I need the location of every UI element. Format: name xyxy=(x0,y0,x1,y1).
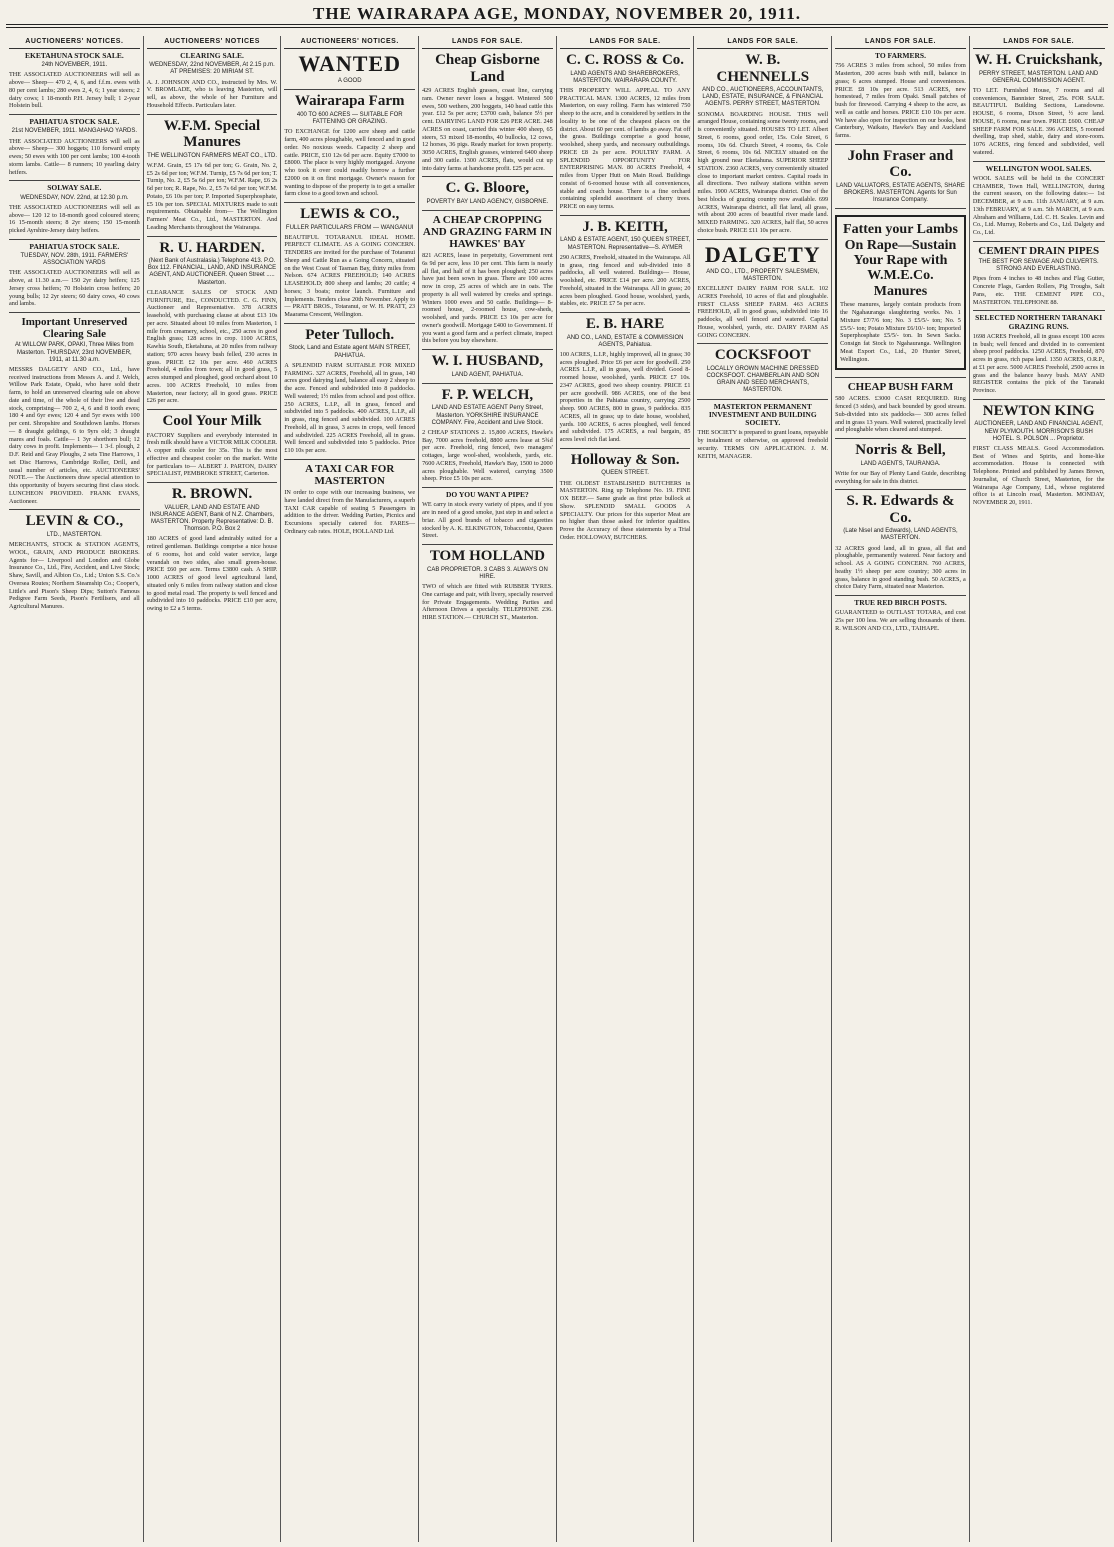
advertisement xyxy=(284,203,415,324)
ad-title: EKETAHUNA STOCK SALE. xyxy=(24,51,124,60)
column-header: LANDS FOR SALE. xyxy=(835,36,966,49)
ad-body: W.F.M. Grain, £5 17s 6d per ton; G. Grain, No. 2, £5 2s 6d per ton; W.F.M. Turnip, £5 7s 6d per ton; T. Turnip, No. 2, £5 5s 6d per ton; W.F.M. Rape, £6 2s 6d per ton; R. Rape, No. 2, £5 7s 6d per ton; W.F.M. Potato, £6 10s per ton; P. Imported Superphosphate, £5 10s per ton. SPECIAL MIXTURES made to suit requirements. Obtainable from— The Wellington Farmers' Meat Co., Ltd., MASTERTON. And Leading Merchants throughout the Wairarapa. xyxy=(146,161,278,231)
ad-subtitle: QUEEN STREET. xyxy=(601,470,649,477)
ad-subtitle: THE BEST FOR SEWAGE AND CULVERTS. STRONG AND EVERLASTING. xyxy=(978,258,1099,273)
advertisement xyxy=(835,49,966,145)
column-header: LANDS FOR SALE. xyxy=(422,36,553,49)
ad-title: F. P. WELCH, xyxy=(441,386,534,403)
ad-title: TOM HOLLAND xyxy=(429,548,545,565)
columns xyxy=(6,36,1108,1542)
ad-body: GUARANTEED to OUTLAST TOTARA, and cost 25s per 100 less. We are selling thousands of them. R. WILSON AND CO., LTD., TAIHAPE. xyxy=(835,609,966,632)
ad-subtitle: WEDNESDAY, 22nd NOVEMBER, At 2.15 p.m. AT PREMISES: 20 MIRIAM ST. xyxy=(149,62,275,76)
column-header: LANDS FOR SALE. xyxy=(697,36,828,49)
ad-subtitle: PERRY STREET, MASTERTON. LAND AND GENERAL COMMISSION AGENT. xyxy=(979,70,1099,84)
ad-title: C. C. ROSS & Co. xyxy=(566,52,685,68)
ad-title: CEMENT DRAIN PIPES xyxy=(978,244,1100,257)
ad-body: SONOMA BOARDING HOUSE. THIS well arranged House, containing some twenty rooms, and is conveniently situated. HOUSES TO LET. Albert Street, 6 rooms, good order, 15s. Cole Street, 6 rooms, 10s 6d. Church Street, 4 rooms, 6s. Cole Street, 6 rooms, 10s 6d. NICELY situated on the high ground near Eketahuna. SUPERIOR SHEEP STATION. 2360 ACRES, very conveniently situated close to important market centres. Capital roads in all directions. Two railway stations within seven miles. 1900 ACRES, Wairarapa district. One of the best blocks of grazing country now available. 699 ACRES, Wairarapa district, all flat land, all grass, with about 200 acres of beautiful river made land. MIXED FARMING. 320 ACRES, half flat, 50 acres choice bush. PRICE £11 10s per acre. xyxy=(697,110,829,234)
ad-subtitle: 400 TO 600 ACRES — SUITABLE FOR FATTENING OR GRAZING. xyxy=(296,111,403,126)
ad-title: DO YOU WANT A PIPE? xyxy=(446,490,529,500)
column-6 xyxy=(694,36,832,1542)
ad-body: 2 CHEAP STATIONS 2. 15,800 ACRES, Hawke's Bay, 7000 acres freehold, 8800 acres lease at 5¾d per acre. Freehold, ring fenced, two managers' cottages, large wool-shed, woolsheds, yards, etc. 7600 ACRES, Freehold, Hawke's Bay, 1500 to 2000 acres ploughable. Well watered, carrying 3500 sheep. Price £5 10s per acre. xyxy=(422,428,553,483)
ad-title: LEVIN & CO., xyxy=(25,513,124,530)
ad-subtitle: AUCTIONEER, LAND AND FINANCIAL AGENT, NEW PLYMOUTH. MORRISON'S BUSH HOTEL. S. POLSON ... Proprietor. xyxy=(974,421,1103,442)
advertisement xyxy=(697,344,828,399)
ad-body: THIS PROPERTY WILL APPEAL TO ANY PRACTICAL MAN. 1300 ACRES, 12 miles from Masterton, on easy rolling. Farm has wintered 750 sheep to the acre, and is considered by settlers in the locality to be one of the cheapest places on the district. About 60 per cent. of lambs go away. Fat off the grass. Buildings comprise a good house, woolshed, sheep yards, and necessary outbuildings. PRICE £8 2s per acre. POULTRY FARM. A SPLENDID OPPORTUNITY FOR ENTERPRISING MAN. 80 ACRES Freehold, 4 miles from Upper Hutt on Main Road. Buildings consist of 6-roomed house with all conveniences, stable and coach house. There is a fine orchard containing splendid assortment of cherry trees. PRICE on easy terms. xyxy=(559,86,691,211)
ad-title: PAHIATUA STOCK SALE. xyxy=(29,241,120,251)
ad-body: CLEARANCE SALES OF STOCK AND FURNITURE, Etc., CONDUCTED. C. G. FINN, Auctioneer and Representative. 378 ACRES leasehold, with purchasing clause at about £13 10s per acre. Situated about 10 miles from Masterton, 1 mile from creamery, school, etc., 250 acres in good English grass; 128 acres in crop. 1100 ACRES, Kawhia South, Eketahuna, at 20 miles from railway station; 970 acres heavy bush felled, 230 acres in grass. PRICE £2 10s per acre. 460 ACRES Freehold, 4 miles from town; all in good grass, 5 acres stumped and ploughed, good orchard about 10 acres. 100 ACRES Freehold, 10 miles from Masterton, near factory; all in good grass. PRICE £26 per acre. xyxy=(146,288,278,405)
advertisement xyxy=(835,490,966,596)
advertisement xyxy=(835,378,966,439)
advertisement xyxy=(422,488,553,545)
column-header: AUCTIONEERS' NOTICES xyxy=(147,36,278,49)
ad-body: 180 ACRES of good land admirably suited for a retired gentleman. Buildings comprise a nice house of 6 rooms, hot and cold water service, large verandah on two sides, also small green-house. PRICE £60 per acre. Terms £3800 cash. A SHIP. 1000 ACRES of good level agricultural land, situated only 6 miles from railway station and close to good metal road. The property is well fenced and subdivided into 10 paddocks. PRICE £10 per acre, owing to £2 a 5 terms. xyxy=(146,535,278,613)
ad-subtitle: LOCALLY GROWN MACHINE DRESSED COCKSFOOT. CHAMBERLAIN AND SON GRAIN AND SEED MERCHANTS, MASTERTON. xyxy=(706,365,820,394)
column-2 xyxy=(144,36,282,1542)
ad-title: LEWIS & CO., xyxy=(300,206,400,222)
ad-body: 100 ACRES, L.I.P., highly improved, all in grass; 30 acres ploughed. Price £6 per acre for goodwill. 250 ACRES L.I.P., all in grass, well divided. Good 8-roomed house, woolshed, yards. PRICE £7 10s. 2347 ACRES, good two sheep country. PRICE £1 per acre goodwill. 986 ACRES, one of the best properties in the Pahiatua country, carrying 2500 sheep. 900 ACRES, 800 in grass, 9 paddocks. 835 ACRES, all in grass; up to date house, woolshed, yards. 100 ACRES, 6 acres ploughed, well fenced and subdivided. 175 ACRES, a real bargain, 85 acres level rich flat land. xyxy=(559,350,691,444)
ad-body: A SPLENDID FARM SUITABLE FOR MIXED FARMING. 327 ACRES, Freehold, all in grass, 140 acres good dairying land, balance all easy 2 sheep to the acre. Fenced and subdivided into 8 paddocks. Well watered; 1½ miles from school and post office. 250 ACRES, L.I.P., all in grass, fenced and subdivided into 5 paddocks. 400 ACRES, L.I.P., all in grass, ring fenced and subdivided. 100 ACRES Freehold, all in grass, 3 acres in crops, well fenced and subdivided. 225 ACRES Freehold, all in grass. Well fenced and subdivided into 5 paddocks. Price £10 10s per acre. xyxy=(284,361,416,455)
ad-body: WE carry in stock every variety of pipes, and if you are in need of a good smoke, just step in and select a briar. All good brands of tobacco and cigarettes stocked by A. K. ELKINGTON, Tobacconist, Queen Street. xyxy=(422,501,553,540)
ad-title: SOLWAY SALE. xyxy=(47,183,102,193)
ad-body: 756 ACRES 3 miles from school, 50 miles from Masterton, 200 acres bush with mill, balance in grass; 6 acres stumped. House and conveniences. PRICE £8 10s per acre. 513 ACRES, new homestead, 7 miles from Opaki. Small patches of bush for firewood. Carrying 4 sheep to the acre, as well as cattle and horses. PRICE £10 10s per acre. We have also open for inspection on our books, best Canterbury, Waikato, Hawke's Bay and Auckland farms. xyxy=(835,62,966,139)
ad-subtitle: (Late Nisel and Edwards), LAND AGENTS, MASTERTON. xyxy=(843,528,958,542)
advertisement xyxy=(147,410,278,483)
advertisement xyxy=(560,49,691,216)
ad-body: THE ASSOCIATED AUCTIONEERS will sell as above— Sheep— 300 hoggets; 110 forward empty ewes; 50 ewes with 100 per cent lambs; 100 4-tooth storm lambs. Cattle— 8 runners; 10 yearling dairy heifers. xyxy=(9,137,140,176)
ad-title: Cool Your Milk xyxy=(162,413,262,430)
advertisement xyxy=(422,177,553,211)
ad-body: BEAUTIFUL TOTARANUI. IDEAL HOME. PERFECT CLIMATE. AS A GOING CONCERN. TENDERS are invited for the purchase of Totaranui Sheep and Cattle Run as a Going Concern, situated on the West Coast of Tasman Bay, thirty miles from Nelson. 674 ACRES FREEHOLD; 140 ACRES LEASEHOLD; 800 sheep and lambs; 20 cattle; 4 horses; 3 boats; motor launch. Furniture and Implements. Tenders close 20th November. Apply to— PRATT BROS., Totaranui, or W. H. PRATT, 23 Maarama Crescent, Wellington. xyxy=(284,233,416,319)
ad-title: W.F.M. Special Manures xyxy=(163,117,261,151)
ad-title: Holloway & Son. xyxy=(570,451,680,468)
ad-body: These manures, largely contain products from the Ngahauranga slaughtering works. No. 1 Mixture £7/7/6 ton; No. 3 £5/5/- ton; No. 5 £5/5/- ton; Potato Mixture £6/10/- ton; Imported Superphosphate £5/5/- ton. In Sewn Sacks. Consign fat Stock to Ngahauranga. Wellington Meat Export Co., Ltd., 20 Hunter Street, Wellington. xyxy=(840,301,961,363)
column-5 xyxy=(557,36,695,1542)
ad-title: Wairarapa Farm xyxy=(294,93,405,110)
ad-subtitle: AND CO., AUCTIONEERS, ACCOUNTANTS, LAND, ESTATE, INSURANCE, & FINANCIAL AGENTS. PERRY STREET, MASTERTON. xyxy=(702,87,824,108)
ad-body: MERCHANTS, STOCK & STATION AGENTS, WOOL, GRAIN, AND PRODUCE BROKERS. Agents for— Liverpool and London and Globe Insurance Co., Ltd., Fire, Accident, and Live Stock; Shaw, Savill, and Albion Co., Ltd.; Union S.S. Co.'s Oversea Routes; Northern Steamship Co.; Cooper's, Little's and Pison's Sheep Dips; Sutton's Famous Pedigree Farm Seeds, Pison's Fertilisers, and all Agricultural Manures. xyxy=(9,541,140,611)
ad-subtitle: POVERTY BAY LAND AGENCY, GISBORNE. xyxy=(426,198,549,205)
ad-title: MASTERTON PERMANENT INVESTMENT AND BUILDING SOCIETY. xyxy=(708,401,817,428)
ad-title: W. B. CHENNELLS xyxy=(716,52,810,85)
ad-title: W. H. Cruickshank, xyxy=(974,52,1103,68)
ad-body: A. J. JOHNSON AND CO., instructed by Mrs. W. V. BROMLADE, who is leaving Masterton, will sell, as above, the whole of her Furniture and Household Effects. Particulars later. xyxy=(146,78,278,109)
advertisement xyxy=(560,216,691,313)
ad-title: R. BROWN. xyxy=(171,486,253,503)
ad-title: W. I. HUSBAND, xyxy=(431,353,544,370)
advertisement xyxy=(284,460,415,540)
ad-title: A CHEAP CROPPING AND GRAZING FARM IN HAWKES' BAY xyxy=(422,213,552,251)
ad-subtitle: LAND AGENTS, TAURANGA. xyxy=(860,460,941,467)
ad-body: Write for our Bay of Plenty Land Guide, describing everything for sale in this district. xyxy=(835,469,966,485)
ad-title: WANTED xyxy=(298,51,401,76)
advertisement xyxy=(422,384,553,488)
ad-body: THE ASSOCIATED AUCTIONEERS will sell as above, at 11.30 a.m.— 150 2yr dairy heifers; 125 Jersey cross heifers; 70 Holstein cross heifers; 20 young bulls; 12 2yr steers; 60 dairy cows, 40 cows and lambs. xyxy=(9,269,140,308)
advertisement xyxy=(835,439,966,490)
ad-subtitle: A GOOD xyxy=(337,78,362,85)
ad-subtitle: LAND AGENTS AND SHAREBROKERS, MASTERTON. WAIRARAPA COUNTY. xyxy=(570,70,680,84)
masthead-rule-2 xyxy=(6,27,1108,28)
boxed-advertisement xyxy=(835,215,966,370)
ad-body: THE SOCIETY is prepared to grant loans, repayable by instalment or otherwise, on approved freehold security. TERMS ON APPLICATION. J. M. KEITH, MANAGER. xyxy=(697,429,829,460)
advertisement xyxy=(973,400,1105,511)
advertisement xyxy=(9,115,140,181)
column-1 xyxy=(6,36,144,1542)
advertisement xyxy=(973,49,1105,162)
ad-title: R. U. HARDEN. xyxy=(159,239,265,256)
advertisement xyxy=(560,313,691,449)
ad-body: MESSRS DALGETY AND CO., Ltd., have received instructions from Messrs A. and J. Welch, Willow Park Estate, Opaki, who have sold their farm, to hold an unreserved clearing sale on above date and time, of the whole of their live and dead stock, comprising— 700 2, 4, 6 and 8 tooth ewes; 180 4 and 6yr ewes; 120 4 and 5yr ewes with 100 per cent. Shropshire and Southdown lambs. Horses— 8 draught geldings, 6 to 9yrs old; 3 draught mares and foals. Cattle— 1 3yr shorthorn bull; 12 dairy cows in profit. Implements— 1 3-f. plough, 2 D.F. Reid and Gray Ploughs, 2 sets Tine Harrows, 1 set Disc Harrows, Cambridge Roller, Drill, and usual number of articles, etc. AUCTIONEERS' NOTE.— The Auctioneers draw special attention to this opportunity of buyers securing first class stock. LUNCHEON PROVIDED. FRANK EVANS, Auctioneer. xyxy=(9,365,140,505)
advertisement xyxy=(147,115,278,237)
column-header: AUCTIONEERS' NOTICES. xyxy=(9,36,140,49)
advertisement xyxy=(9,510,140,614)
advertisement xyxy=(973,311,1105,400)
column-7 xyxy=(832,36,970,1542)
ad-title: TRUE RED BIRCH POSTS. xyxy=(854,598,947,608)
column-3 xyxy=(281,36,419,1542)
ad-subtitle: LAND AND ESTATE AGENT Perry Street, Masterton. YORKSHIRE INSURANCE COMPANY. Fire, Accident and Live Stock. xyxy=(431,405,544,426)
ad-body: THE ASSOCIATED AUCTIONEERS will sell as above— 120 12 to 18-month good coloured steers; 16 15-month steers; 8 2yr steers; 150 15-month picked Ayrshire-Jersey dairy heifers. xyxy=(9,203,140,235)
advertisement xyxy=(697,49,828,240)
advertisement xyxy=(422,211,553,350)
ad-title: CLEARING SALE. xyxy=(180,51,244,60)
column-header: LANDS FOR SALE. xyxy=(560,36,691,49)
ad-subtitle: THE WELLINGTON FARMERS MEAT CO., LTD. xyxy=(147,152,277,159)
column-header: AUCTIONEERS' NOTICES. xyxy=(284,36,415,49)
ad-subtitle: At WILLOW PARK, OPAKI, Three Miles from Masterton. THURSDAY, 23rd NOVEMBER, 1911, at 11.30 a.m. xyxy=(14,342,134,363)
column-8 xyxy=(970,36,1108,1542)
advertisement xyxy=(9,181,140,239)
ad-body: 580 ACRES. £3000 CASH REQUIRED. Ring fenced (3 sides), and back bounded by good stream. Sub-divided into six paddocks— 300 acres felled and in grass 13 years. Well watered, practically level and ploughable when cleared and stumped. xyxy=(835,395,966,434)
ad-subtitle: FULLER PARTICULARS FROM — WANGANUI xyxy=(285,224,414,231)
advertisement xyxy=(973,242,1105,311)
ad-subtitle: CAB PROPRIETOR. 3 CABS 3. ALWAYS ON HIRE. xyxy=(427,566,548,580)
ad-subtitle: WEDNESDAY, NOV. 22nd, at 12.30 p.m. xyxy=(20,194,129,201)
ad-subtitle: AND CO., LAND, ESTATE & COMMISSION AGENTS, Pahiatua. xyxy=(566,334,684,348)
ad-title: Peter Tulloch. xyxy=(305,326,395,343)
advertisement xyxy=(835,209,966,378)
ad-title: Fatten your Lambs On Rape—Sustain Your Rape with W.M.E.Co. Manures xyxy=(843,222,958,299)
ad-body: 429 ACRES English grasses, coast line, carrying ram. Owner never loses a hogget. Wintered 500 ewes, 500 wethers, 200 hoggets, 140 head cattle this year. £12 5s per acre; £3700 cash, balance 5½ per cent. DAIRYING LAND FOR £26 PER ACRE. 248 ACRES on coast, carried this winter 400 sheep, 65 steers, 53 mixed 18-months, 40 bullocks, 12 cows, 12 horses, 36 pigs. Ready market for town property. 3050 ACRES, English grasses, wintered 6400 sheep and 300 cattle. 1300 ACRES, flats, would cut up into dairy farms at handsome profit. £25 per acre. xyxy=(422,87,553,172)
ad-body: FACTORY Suppliers and everybody interested in fresh milk should have a VICTOR MILK COOLER. A copper milk cooler for 35s. This is the most effective and cheapest cooler on the market. Write for particulars to— ALBERT J. PARTON, DAIRY SPECIALIST, PEMBROKE STREET, Carterton. xyxy=(146,431,278,478)
advertisement xyxy=(9,240,140,313)
ad-title: Important Unreserved Clearing Sale xyxy=(21,316,128,341)
ad-body: 821 ACRES, lease in perpetuity, Government rent 6s 9d per acre, less 10 per cent. This farm is nearly all flat, and half of it has been ploughed; 250 acres have just been sown in grass. There are 100 acres now in crop, 25 acres of which are in oats. The property is all well watered by creeks and springs. Winters 1000 ewes and 50 cattle. Buildings— 8-roomed house, 2-roomed house, cow-sheds, woolshed, and yards. PRICE £3 10s per acre for owner's goodwill. Mortgage £400 to Government. If you want a good farm and a perfect climate, inspect this before you buy elsewhere. xyxy=(422,252,553,345)
advertisement xyxy=(9,313,140,510)
advertisement xyxy=(835,596,966,637)
ad-title: C. G. Bloore, xyxy=(445,180,530,197)
ad-title: NEWTON KING xyxy=(982,402,1095,419)
advertisement xyxy=(422,545,553,626)
ad-subtitle: AND CO., LTD., PROPERTY SALESMEN, MASTERTON. xyxy=(706,268,820,282)
ad-title: SELECTED NORTHERN TARANAKI GRAZING RUNS. xyxy=(975,313,1103,331)
ad-title: J. B. KEITH, xyxy=(582,218,668,235)
ad-subtitle: Stock, Land and Estate agent MAIN STREET, PAHIATUA. xyxy=(288,345,411,359)
advertisement xyxy=(284,90,415,203)
ad-body: TO LET. Furnished House, 7 rooms and all conveniences, Bannister Street, 25s. FOR SALE. BEAUTIFUL Building Sections, Lansdowne. HOUSE, 6 rooms, Dixon Street, ½ acre land. HOUSE, 6 rooms, near town. PRICE £600. CHEAP SHEEP FARM FOR SALE. 396 ACRES, 5 roomed dwelling, trap shed, stable, dairy and store-room. 1076 ACRES, ring fenced and subdivided, well watered. xyxy=(972,86,1105,156)
ad-title: WELLINGTON WOOL SALES. xyxy=(985,163,1092,173)
advertisement xyxy=(284,324,415,460)
ad-body: EXCELLENT DAIRY FARM FOR SALE. 102 ACRES Freehold, 10 acres of flat and ploughable. FIRST CLASS SHEEP FARM. 463 ACRES FREEHOLD, all in good grass, subdivided into 16 paddocks, all well fenced and watered. Capital House, woolshed, yards, etc. DAIRY FARM AS GOING CONCERN. xyxy=(697,285,829,339)
ad-title: DALGETY xyxy=(704,241,821,267)
column-4 xyxy=(419,36,557,1542)
ad-subtitle: (Next Bank of Australasia.) Telephone 413. P.O. Box 112. FINANCIAL, LAND, AND INSURANCE AGENT, AND AUCTIONEER. Queen Street ..... Masterton. xyxy=(147,258,277,286)
ad-subtitle: VALUER, LAND AND ESTATE AND INSURANCE AGENT, Bank of N.Z. Chambers, MASTERTON. Property Representative: D. B. Thomson. P.O. Box 2 xyxy=(149,504,275,533)
ad-subtitle: LAND AGENT, PAHIATUA. xyxy=(451,371,524,378)
ad-body: 32 ACRES good land, all in grass, all flat and ploughable, permanently watered. Near factory and school. AS A GOING CONCERN. 760 ACRES, heathy 1½ sheep per acre country; 300 acres in grass, balance in good standing bush. 50 ACRES, a choice Dairy Farm, situated near Masterton. xyxy=(835,544,966,591)
ad-title: TO FARMERS. xyxy=(874,51,926,60)
ad-title: John Fraser and Co. xyxy=(847,147,954,181)
ad-body: THE ASSOCIATED AUCTIONEERS will sell as above— Sheep— 470 2, 4, 6, and f.f.m. ewes with 80 per cent lambs; 280 ewes 2, 4, 6; 1 year steers; 2 dairy cows; 1 18-month P.H. Jersey bull; 1 2-year Holstein bull. xyxy=(9,71,140,110)
advertisement xyxy=(147,483,278,617)
advertisement xyxy=(9,49,140,115)
ad-title: A TAXI CAR FOR MASTERTON xyxy=(305,462,395,487)
advertisement xyxy=(147,237,278,411)
advertisement xyxy=(973,162,1105,242)
ad-subtitle: LTD., MASTERTON. xyxy=(46,531,102,538)
ad-body: IN order to cope with our increasing business, we have landed direct from the Manufacturers, a superb TAXI CAR capable of seating 5 Passengers in addition to the driver. Wedding Parties, Picnics and Excursions specially catered for. FARES— Ordinary cab rates. HOLE, HOLLAND Ltd. xyxy=(284,489,416,535)
ad-subtitle: 24th NOVEMBER, 1911. xyxy=(41,62,108,69)
ad-title: Norris & Bell, xyxy=(855,442,946,459)
advertisement xyxy=(284,49,415,90)
ad-body: THE OLDEST ESTABLISHED BUTCHERS in MASTERTON. Ring up Telephone No. 19. FINE OX BEEF.— Same grade as first prize bullock at Show. SPLENDID SMALL GOODS A SPECIALTY. Our prices for this superior Meat are no higher than those asked for inferior qualities. Prove the Accuracy of these statements by a Trial Order. HOLLOWAY, BUTCHERS. xyxy=(559,479,691,541)
masthead: THE WAIRARAPA AGE, MONDAY, NOVEMBER 20, 1911. xyxy=(312,4,801,23)
ad-title: E. B. HARE xyxy=(585,316,665,332)
advertisement xyxy=(697,240,828,345)
advertisement xyxy=(422,49,553,177)
ad-body: WOOL SALES will be held in the CONCERT CHAMBER, Town Hall, WELLINGTON, during the current season, on the following dates:— 1st DECEMBER, at 9 a.m. 11th JANUARY, at 9 a.m. 13th FEBRUARY, at 9 a.m. 5th MARCH, at 9 a.m. Abraham and Williams, Ltd. C. H. Scales. Levin and Co., Ltd. Murray, Roberts and Co., Ltd. Dalgety and Co., Ltd. xyxy=(972,174,1105,237)
ad-body: TWO of which are fitted with RUBBER TYRES. One carriage and pair, with livery, specially reserved for Private Engagements. Wedding Parties and Afternoon Drives a specialty. TELEPHONE 236. HIRE STATION.— CHURCH ST., Masterton. xyxy=(422,583,553,622)
ad-body: Pipes from 4 inches to 48 inches and Flag Gutter, Concrete Flags, Garden Rollers, Pig Troughs, Salt Pans, etc. THE CEMENT PIPE CO., MASTERTON. TELEPHONE 88. xyxy=(972,275,1105,306)
advertisement xyxy=(147,49,278,115)
ad-subtitle: TUESDAY, NOV. 28th, 1911. FARMERS' ASSOCIATION YARDS xyxy=(20,253,129,267)
ad-title: S. R. Edwards & Co. xyxy=(846,493,955,526)
ad-body: TO EXCHANGE for 1200 acre sheep and cattle farm, 400 acres ploughable, well fenced and in good order. No noxious weeds. Capacity 2 sheep and cattle. PRICE, £10 12s 6d per acre. Equity £7000 to £8000. The place is very highly mortgaged. Anyone who took it over could readily borrow a further £2000 on it on first mortgage. Owner's reason for wanting to dispose of the property is to get a smaller farm close to a good town and school. xyxy=(284,128,416,198)
ad-body: FIRST CLASS MEALS. Good Accommodation. Best of Wines and Spirits, and home-like accommodation. House is connected with Telephone. Printed and published by James Brown, Journalist, of Church Street, Masterton, for the Wairarapa Age Company, Ltd., whose registered office is at Lincoln road, Masterton. MONDAY, NOVEMBER 20, 1911. xyxy=(972,444,1105,507)
ad-title: COCKSFOOT xyxy=(714,347,811,364)
ad-body: 1698 ACRES Freehold, all in grass except 100 acres in bush; well fenced and divided in to convenient sheep proof paddocks. 1250 ACRES, Freehold, 870 acres in grass, rich papa land. 1350 ACRES, O.R.P., at £1 per acre. 5000 ACRES Freehold, 2500 acres in grass and the balance heavy bush. MAY AND REGISTER contains the pick of the Taranaki Province. xyxy=(972,332,1105,395)
ad-subtitle: LAND & ESTATE AGENT, 150 QUEEN STREET, MASTERTON. Representative—S. AYMER xyxy=(560,237,690,251)
ad-body: 290 ACRES, Freehold, situated in the Wairarapa. All in grass, ring fenced and sub-divided into 8 paddocks, all well watered. Buildings— House, woolshed, etc. PRICE £14 per acre. 200 ACRES, Freehold, situated in the Wairarapa. All in grass; 20 acres been ploughed. Good house, woolshed, yards, stables, etc. PRICE £7 5s per acre. xyxy=(559,253,691,308)
ad-subtitle: LAND VALUATORS, ESTATE AGENTS, SHARE BROKERS. MASTERTON. Agents for Sun Insurance Company. xyxy=(836,182,965,204)
advertisement xyxy=(422,350,553,384)
ad-title: PAHIATUA STOCK SALE. xyxy=(29,117,120,127)
masthead-rule xyxy=(6,24,1108,25)
advertisement xyxy=(560,449,691,546)
advertisement xyxy=(835,145,966,210)
advertisement xyxy=(697,400,828,465)
ad-title: Cheap Gisborne Land xyxy=(435,52,540,85)
column-header: LANDS FOR SALE. xyxy=(973,36,1105,49)
ad-subtitle: 21st NOVEMBER, 1911. MANGAHAO YARDS. xyxy=(11,128,138,135)
ad-title: CHEAP BUSH FARM xyxy=(847,381,954,394)
